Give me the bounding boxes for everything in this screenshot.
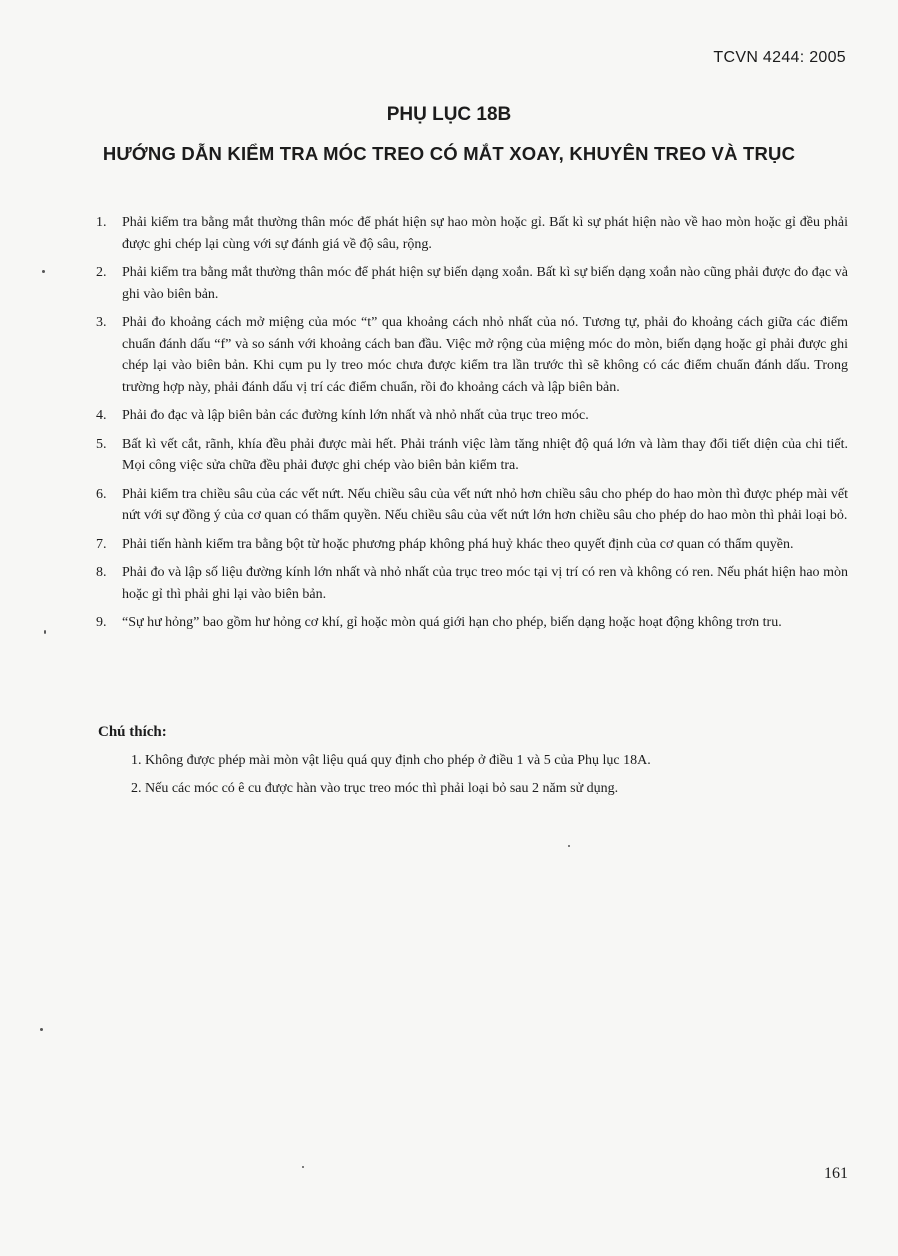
item-text: Phải kiểm tra chiều sâu của các vết nứt. Nếu chiều sâu của vết nứt nhỏ hơn chiều sâu cho phép do hao mòn thì được phép mài vết nứt với sự đồng ý của cơ quan có thẩm quyền. Nếu chiều sâu của vết nứt lớn hơn chiều sâu cho phép do hao mòn thì phải loại bỏ. xyxy=(122,486,848,523)
standard-code: TCVN 4244: 2005 xyxy=(713,49,846,66)
scan-speck xyxy=(568,845,570,847)
item-number: 9. xyxy=(96,615,107,630)
list-item xyxy=(96,562,848,605)
appendix-number: PHỤ LỤC 18B xyxy=(386,104,512,125)
list-item xyxy=(96,405,848,427)
scan-speck xyxy=(302,1166,304,1168)
page-number: 161 xyxy=(824,1165,848,1182)
item-text: Phải kiểm tra bằng mắt thường thân móc để phát hiện sự biến dạng xoắn. Bất kì sự biến dạng xoắn nào cũng phải được đo đạc và ghi vào biên bản. xyxy=(122,265,848,302)
item-text: Phải đo khoảng cách mở miệng của móc “t” qua khoảng cách nhỏ nhất của nó. Tương tự, phải đo khoảng cách giữa các điểm chuẩn đánh dấu “f” và so sánh với khoảng cách ban đầu. Việc mở rộng của miệng móc do mòn, biến dạng hoặc gỉ phải được ghi chép lại vào biên bản. Khi cụm pu ly treo móc chưa được kiểm tra lần trước thì sẽ không có các điểm chuẩn đánh dấu. Trong trường hợp này, phải đánh dấu vị trí các điểm chuẩn, rồi đo khoảng cách và lập biên bản. xyxy=(122,315,848,395)
notes-heading: Chú thích: xyxy=(98,724,167,740)
item-number: 1. xyxy=(96,215,107,230)
scan-speck xyxy=(44,630,46,634)
item-number: 8. xyxy=(96,565,107,580)
item-number: 4. xyxy=(96,408,107,423)
appendix-title: HƯỚNG DẪN KIỂM TRA MÓC TREO CÓ MẮT XOAY, KHUYÊN TREO VÀ TRỤC xyxy=(102,143,796,164)
notes-list xyxy=(131,750,851,806)
list-item xyxy=(96,612,848,634)
list-item xyxy=(96,212,848,255)
list-item xyxy=(96,434,848,477)
list-item xyxy=(96,484,848,527)
item-text: Bất kì vết cắt, rãnh, khía đều phải được mài hết. Phải tránh việc làm tăng nhiệt độ quá lớn và làm thay đổi tiết diện của chi tiết. Mọi công việc sửa chữa đều phải được ghi chép vào biên bản kiểm tra. xyxy=(122,436,848,473)
list-item xyxy=(96,262,848,305)
item-number: 3. xyxy=(96,315,107,330)
item-text: Phải đo và lập số liệu đường kính lớn nhất và nhỏ nhất của trục treo móc tại vị trí có ren và không có ren. Nếu phát hiện hao mòn hoặc gỉ thì phải ghi lại vào biên bản. xyxy=(122,565,848,602)
item-text: Phải kiểm tra bằng mắt thường thân móc để phát hiện sự hao mòn hoặc gỉ. Bất kì sự phát hiện nào về hao mòn hoặc gỉ đều phải được ghi chép lại cùng với sự đánh giá về độ sâu, rộng. xyxy=(122,215,848,252)
item-number: 7. xyxy=(96,536,107,552)
note-item: 1. Không được phép mài mòn vật liệu quá quy định cho phép ở điều 1 và 5 của Phụ lục 18A. xyxy=(131,753,651,768)
instruction-list xyxy=(96,212,848,641)
scan-speck xyxy=(40,1028,43,1031)
list-item xyxy=(96,534,848,556)
item-text: Phải tiến hành kiểm tra bằng bột từ hoặc phương pháp không phá huỷ khác theo quyết định của cơ quan có thẩm quyền. xyxy=(122,536,794,552)
item-text: Phải đo đạc và lập biên bản các đường kính lớn nhất và nhỏ nhất của trục treo móc. xyxy=(122,408,589,423)
list-item xyxy=(96,312,848,398)
scan-speck xyxy=(42,270,45,273)
item-number: 6. xyxy=(96,486,107,502)
note-item: 2. Nếu các móc có ê cu được hàn vào trục treo móc thì phải loại bỏ sau 2 năm sử dụng. xyxy=(131,781,619,796)
item-text: “Sự hư hỏng” bao gồm hư hỏng cơ khí, gỉ hoặc mòn quá giới hạn cho phép, biến dạng hoặc hoạt động không trơn tru. xyxy=(122,615,782,630)
item-number: 5. xyxy=(96,436,107,452)
item-number: 2. xyxy=(96,265,107,280)
